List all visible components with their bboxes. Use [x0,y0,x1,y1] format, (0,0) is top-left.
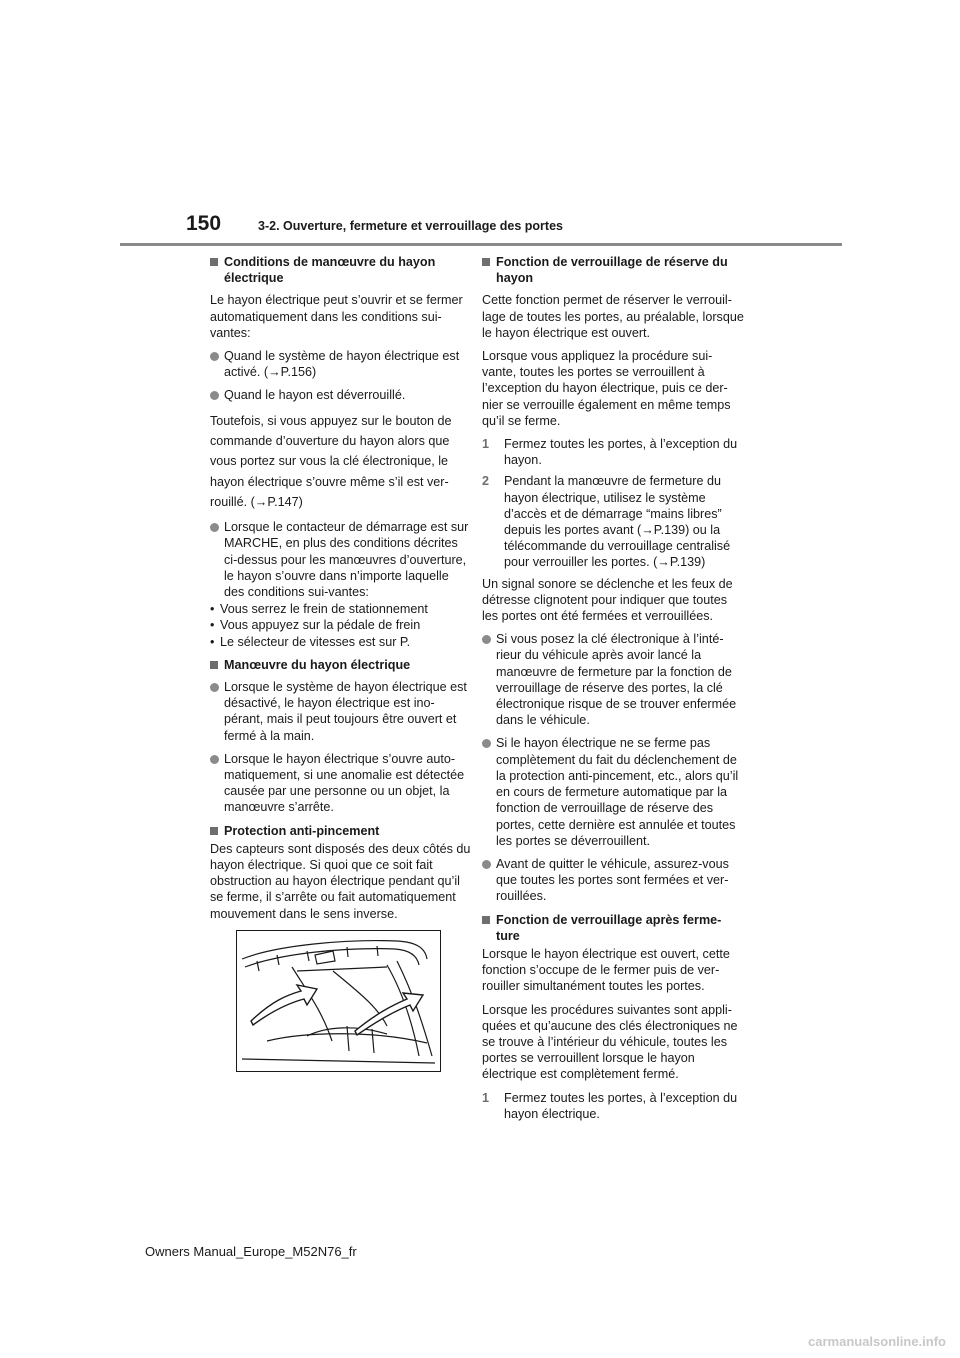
step-item: 2 Pendant la manœuvre de fermeture du hayon électrique, utilisez le système d’accès et de démarrage “mains libres” depuis les portes avant (→P.139) ou la télécommande du verrouillage centralisé pour verrouiller les portes. (→P.139) [482,474,731,570]
paragraph: Lorsque vous appliquez la procédure sui-vante, toutes les portes se verrouillent à l’exception du hayon électrique, puis ce der-nier se verrouille également en même temps qu’il se ferme. [482,349,731,428]
square-bullet-icon [210,661,218,669]
page-number: 150 [186,212,222,235]
step-item: 1 Fermez toutes les portes, à l’exception du hayon. [482,437,738,468]
paragraph: Lorsque les procédures suivantes sont appli-quées et qu’aucune des clés électroniques ne se trouve à l’intérieur du véhicule, toutes les portes se verrouillent lorsque le hayon électrique est complètement fermé. [482,1002,738,1082]
sub-list-item: • Le sélecteur de vitesses est sur P. [210,634,411,649]
left-column [210,254,472,1072]
sub-list-item: • Vous serrez le frein de stationnement [210,602,428,617]
paragraph: Toutefois, si vous appuyez sur le bouton de commande d’ouverture du hayon alors que vous portez sur vous la clé électronique, le hayon électrique s’ouvre même s’il est ver-rouillé. (→P.147) [210,413,452,509]
circle-bullet-icon [210,391,219,400]
paragraph: Cette fonction permet de réserver le verrouil-lage de toutes les portes, au préalable, lorsque le hayon électrique est ouvert. [482,293,744,340]
circle-bullet-icon [482,635,491,644]
heading-reserve-lock: Fonction de verrouillage de réserve du hayon [482,254,744,286]
heading-lock-after-close: Fonction de verrouillage après ferme-ture [482,912,744,944]
bullet-item: Quand le système de hayon électrique est activé. (→P.156) [210,348,472,380]
bullet-item: Avant de quitter le véhicule, assurez-vous que toutes les portes sont fermées et ver-rouillées. [482,856,744,905]
bullet-item: Si vous posez la clé électronique à l’inté-rieur du véhicule après avoir lancé la manœuvre de fermeture par la fonction de verrouillage de réserve des portes, la clé électronique risque de se trouver enfermée dans le véhicule. [482,631,744,728]
tailgate-sensor-illustration [236,930,441,1072]
heading-power-tailgate-operation: Manœuvre du hayon électrique [210,657,472,673]
step-number: 1 [482,1090,490,1105]
circle-bullet-icon [210,683,219,692]
square-bullet-icon [482,916,490,924]
bullet-item: Lorsque le système de hayon électrique est désactivé, le hayon électrique est ino-pérant, mais il peut toujours être ouvert et fermé à la main. [210,679,472,744]
open-tailgate-illustration [237,931,440,1071]
bullet-item: Quand le hayon est déverrouillé. [210,387,472,403]
circle-bullet-icon [482,860,491,869]
header-rule [120,243,842,246]
circle-bullet-icon [482,739,491,748]
watermark: carmanualsonline.info [808,1334,946,1349]
step-number: 1 [482,437,490,452]
paragraph: Un signal sonore se déclenche et les feux de détresse clignotent pour indiquer que toutes les portes ont été fermées et verrouillées. [482,576,733,624]
square-bullet-icon [482,258,490,266]
square-bullet-icon [210,827,218,835]
bullet-item: Lorsque le contacteur de démarrage est sur MARCHE, en plus des conditions décrites ci-dessus pour les manœuvres d’ouverture, le hayon s’ouvre dans n’importe laquelle des conditions sui-vantes: [210,519,472,600]
right-column [482,254,744,1127]
circle-bullet-icon [210,352,219,361]
paragraph: Des capteurs sont disposés des deux côtés du hayon électrique. Si quoi que ce soit fait obstruction au hayon électrique pendant qu’il se ferme, il s’arrête ou fait automatiquement mouvement dans le sens inverse. [210,841,471,921]
heading-power-tailgate-conditions: Conditions de manœuvre du hayon électrique [210,254,472,286]
bullet-item: Si le hayon électrique ne se ferme pas complètement du fait du déclenchement de la protection anti-pincement, etc., alors qu’il en cours de fermeture automatique par la fonction de verrouillage de réserve des portes, cette dernière est annulée et toutes les portes se déverrouillent. [482,735,744,848]
footer-manual-id: Owners Manual_Europe_M52N76_fr [145,1244,357,1259]
step-number: 2 [482,474,490,489]
paragraph: Le hayon électrique peut s’ouvrir et se fermer automatiquement dans les conditions sui-vantes: [210,293,463,340]
heading-anti-pinch: Protection anti-pincement [210,823,472,839]
sub-list [210,601,472,650]
bullet-item: Lorsque le hayon électrique s’ouvre auto-matiquement, si une anomalie est détectée causée par une personne ou un objet, la manœuvre s’arrête. [210,751,472,816]
square-bullet-icon [210,258,218,266]
paragraph: Lorsque le hayon électrique est ouvert, cette fonction s’occupe de le fermer puis de ver-rouiller simultanément toutes les portes. [482,946,730,994]
sub-list-item: • Vous appuyez sur la pédale de frein [210,618,421,633]
circle-bullet-icon [210,755,219,764]
step-item: 1 Fermez toutes les portes, à l’exception du hayon électrique. [482,1090,738,1121]
section-title: 3-2. Ouverture, fermeture et verrouillage des portes [258,219,563,233]
circle-bullet-icon [210,523,219,532]
